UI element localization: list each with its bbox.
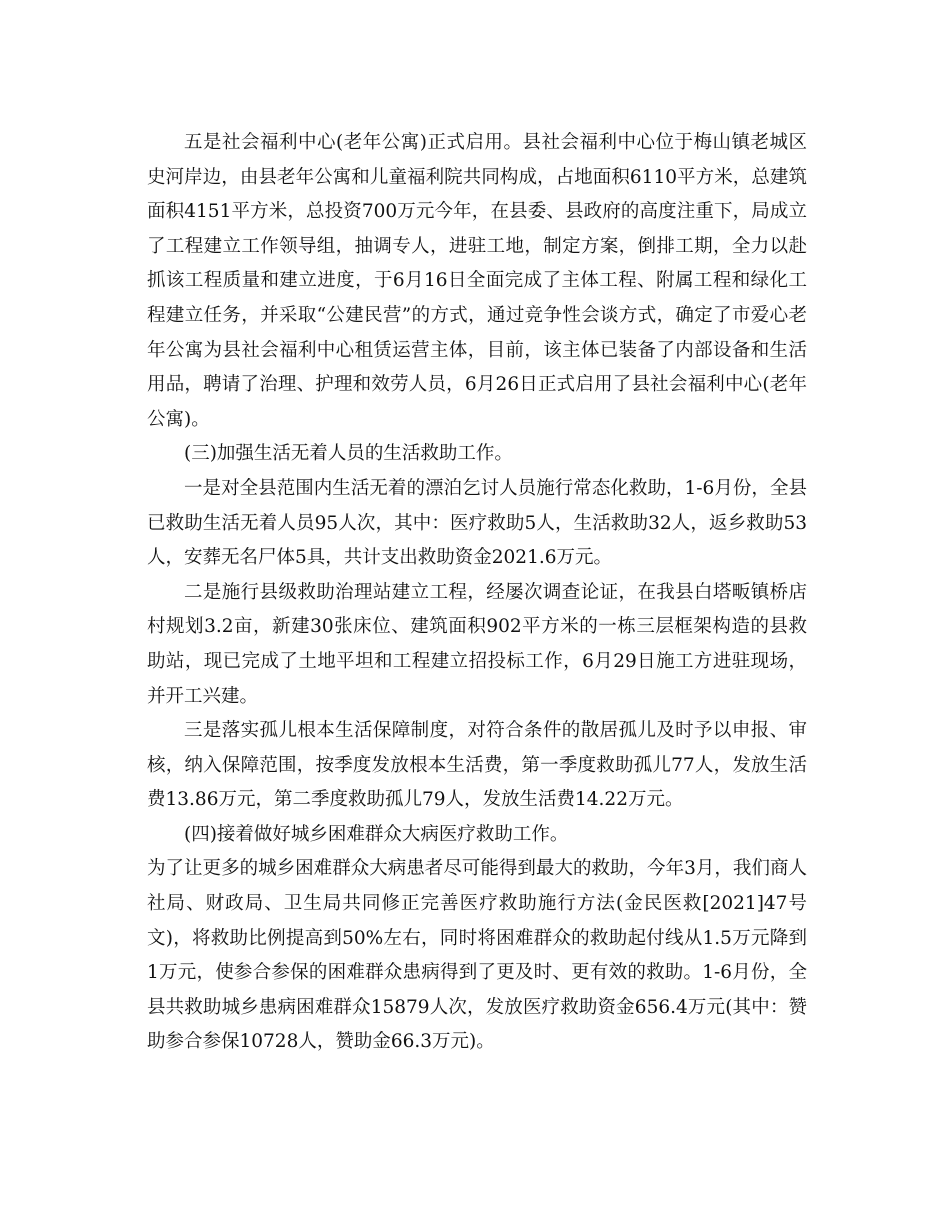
paragraph-vagrant-relief: 一是对全县范围内生活无着的漂泊乞讨人员施行常态化救助，1-6月份，全县已救助生活无着人员95人次，其中：医疗救助5人，生活救助32人，返乡救助53人，安葬无名尸体5具，共计支出救助资金2021.6万元。: [147, 477, 807, 569]
paragraph-orphan-support: 三是落实孤儿根本生活保障制度，对符合条件的散居孤儿及时予以申报、审核，纳入保障范围，按季度发放根本生活费，第一季度救助孤儿77人，发放生活费13.86万元，第二季度救助孤儿79人，发放生活费14.22万元。: [147, 720, 807, 811]
section-heading-3: (三)加强生活无着人员的生活救助工作。: [184, 443, 513, 465]
paragraph-medical-relief: 为了让更多的城乡困难群众大病患者尽可能得到最大的救助，今年3月，我们商人社局、财政局、卫生局共同修正完善医疗救助施行方法(金民医救[2021]47号文)，将救助比例提高到50%左右，同时将困难群众的救助起付线从1.5万元降到1万元，使参合参保的困难群众患病得到了更及时、更有效的救助。1-6月份，全县共救助城乡患病困难群众15879人次，发放医疗救助资金656.4万元(其中：赞助参合参保10728人，赞助金66.3万元)。: [147, 858, 807, 1053]
section-heading-4: (四)接着做好城乡困难群众大病医疗救助工作。: [184, 823, 569, 845]
paragraph-social-welfare-center: 五是社会福利中心(老年公寓)正式启用。县社会福利中心位于梅山镇老城区史河岸边，由县老年公寓和儿童福利院共同构成，占地面积6110平方米，总建筑面积4151平方米，总投资700万元今年，在县委、县政府的高度注重下，局成立了工程建立工作领导组，抽调专人，进驻工地，制定方案，倒排工期，全力以赴抓该工程质量和建立进度，于6月16日全面完成了主体工程、附属工程和绿化工程建立任务，并采取“公建民营”的方式，通过竞争性会谈方式，确定了市爱心老年公寓为县社会福利中心租赁运营主体，目前，该主体已装备了内部设备和生活用品，聘请了治理、护理和效劳人员，6月26日正式启用了县社会福利中心(老年公寓)。: [147, 132, 807, 430]
paragraph-relief-station: 二是施行县级救助治理站建立工程，经屡次调查论证，在我县白塔畈镇桥店村规划3.2亩，新建30张床位、建筑面积902平方米的一栋三层框架构造的县救助站，现已完成了土地平坦和工程建立招投标工作，6月29日施工方进驻现场，并开工兴建。: [147, 581, 807, 707]
document-body: [147, 126, 807, 1060]
